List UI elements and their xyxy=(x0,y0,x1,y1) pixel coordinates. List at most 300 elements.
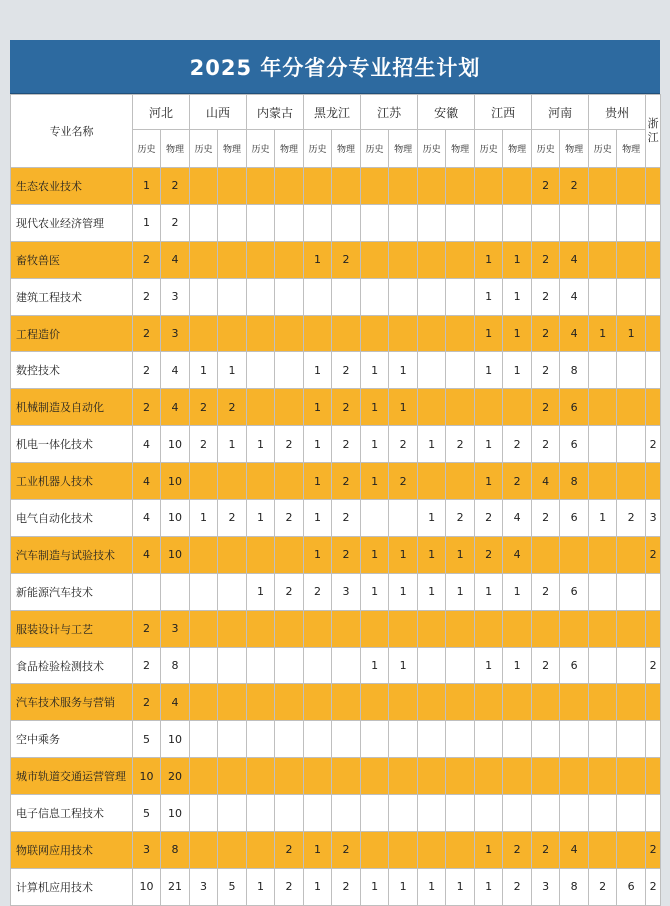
quota-cell: 6 xyxy=(560,389,589,426)
quota-cell xyxy=(589,832,617,869)
quota-cell xyxy=(560,610,589,647)
subheader-physics: 物理 xyxy=(389,130,418,168)
quota-cell: 1 xyxy=(389,868,418,905)
quota-cell xyxy=(418,315,446,352)
province-header-neimenggu: 内蒙古 xyxy=(247,95,304,130)
major-name-cell: 现代农业经济管理 xyxy=(11,204,133,241)
quota-cell: 2 xyxy=(646,832,661,869)
major-name-header: 专业名称 xyxy=(11,95,133,168)
quota-cell: 2 xyxy=(503,868,532,905)
quota-cell xyxy=(389,721,418,758)
subheader-history: 历史 xyxy=(133,130,161,168)
quota-cell xyxy=(190,536,218,573)
quota-cell xyxy=(418,647,446,684)
quota-cell xyxy=(247,204,275,241)
quota-cell: 1 xyxy=(475,315,503,352)
quota-cell xyxy=(446,610,475,647)
quota-cell xyxy=(389,795,418,832)
quota-cell xyxy=(560,204,589,241)
quota-cell: 2 xyxy=(532,832,560,869)
quota-cell: 1 xyxy=(418,573,446,610)
quota-cell xyxy=(617,536,646,573)
major-name-cell: 机电一体化技术 xyxy=(11,426,133,463)
table-row xyxy=(11,868,661,905)
quota-cell xyxy=(275,647,304,684)
quota-cell: 1 xyxy=(503,278,532,315)
table-row xyxy=(11,573,661,610)
quota-cell xyxy=(218,241,247,278)
quota-cell: 8 xyxy=(560,463,589,500)
quota-cell xyxy=(589,352,617,389)
major-name-cell: 汽车制造与试验技术 xyxy=(11,536,133,573)
quota-cell: 1 xyxy=(361,868,389,905)
quota-cell xyxy=(361,241,389,278)
quota-cell xyxy=(133,573,161,610)
quota-cell: 4 xyxy=(133,536,161,573)
table-row xyxy=(11,610,661,647)
quota-cell: 5 xyxy=(133,721,161,758)
quota-cell xyxy=(218,795,247,832)
quota-cell: 1 xyxy=(190,500,218,537)
subheader-history: 历史 xyxy=(361,130,389,168)
major-name-cell: 工业机器人技术 xyxy=(11,463,133,500)
table-row xyxy=(11,389,661,426)
quota-cell xyxy=(247,168,275,205)
quota-cell: 4 xyxy=(560,241,589,278)
quota-cell: 2 xyxy=(646,426,661,463)
quota-cell: 1 xyxy=(389,647,418,684)
quota-cell xyxy=(304,278,332,315)
quota-cell: 3 xyxy=(161,278,190,315)
quota-cell: 6 xyxy=(560,500,589,537)
quota-cell xyxy=(589,389,617,426)
quota-cell xyxy=(617,389,646,426)
quota-cell xyxy=(361,168,389,205)
quota-cell: 5 xyxy=(133,795,161,832)
quota-cell xyxy=(332,315,361,352)
quota-cell xyxy=(361,795,389,832)
quota-cell xyxy=(475,758,503,795)
major-name-cell: 新能源汽车技术 xyxy=(11,573,133,610)
subheader-history: 历史 xyxy=(475,130,503,168)
quota-cell xyxy=(218,684,247,721)
quota-cell xyxy=(190,168,218,205)
province-header-henan: 河南 xyxy=(532,95,589,130)
quota-cell xyxy=(589,426,617,463)
quota-cell: 1 xyxy=(475,573,503,610)
quota-cell: 2 xyxy=(133,241,161,278)
quota-cell: 5 xyxy=(218,868,247,905)
quota-cell: 2 xyxy=(332,389,361,426)
quota-cell xyxy=(247,352,275,389)
quota-cell xyxy=(532,204,560,241)
quota-cell xyxy=(275,684,304,721)
quota-cell: 2 xyxy=(332,241,361,278)
quota-cell: 2 xyxy=(332,426,361,463)
quota-cell xyxy=(218,573,247,610)
quota-cell xyxy=(617,352,646,389)
quota-cell xyxy=(304,315,332,352)
quota-cell xyxy=(503,389,532,426)
quota-cell: 1 xyxy=(304,868,332,905)
quota-cell xyxy=(503,795,532,832)
quota-cell: 1 xyxy=(190,352,218,389)
quota-cell xyxy=(532,610,560,647)
quota-cell xyxy=(190,647,218,684)
quota-cell xyxy=(646,684,661,721)
quota-cell: 2 xyxy=(275,426,304,463)
quota-cell xyxy=(247,241,275,278)
quota-cell xyxy=(218,647,247,684)
quota-cell: 4 xyxy=(503,500,532,537)
quota-cell xyxy=(332,278,361,315)
quota-cell: 1 xyxy=(617,315,646,352)
quota-cell: 4 xyxy=(133,426,161,463)
quota-cell xyxy=(446,832,475,869)
quota-cell: 2 xyxy=(532,389,560,426)
quota-cell: 2 xyxy=(133,684,161,721)
quota-cell: 2 xyxy=(332,868,361,905)
quota-cell xyxy=(446,204,475,241)
quota-cell xyxy=(617,278,646,315)
quota-cell: 8 xyxy=(161,647,190,684)
quota-cell xyxy=(218,536,247,573)
quota-cell xyxy=(304,684,332,721)
quota-cell xyxy=(589,463,617,500)
quota-cell xyxy=(361,832,389,869)
quota-cell xyxy=(418,352,446,389)
quota-cell xyxy=(475,795,503,832)
major-name-cell: 空中乘务 xyxy=(11,721,133,758)
quota-cell xyxy=(247,610,275,647)
quota-cell xyxy=(361,721,389,758)
quota-cell: 10 xyxy=(161,721,190,758)
major-name-cell: 汽车技术服务与营销 xyxy=(11,684,133,721)
quota-cell: 2 xyxy=(646,536,661,573)
quota-cell: 3 xyxy=(532,868,560,905)
quota-cell xyxy=(560,536,589,573)
quota-cell xyxy=(560,795,589,832)
quota-cell xyxy=(218,168,247,205)
table-row xyxy=(11,832,661,869)
quota-cell: 2 xyxy=(589,868,617,905)
quota-cell: 10 xyxy=(133,758,161,795)
quota-cell xyxy=(475,204,503,241)
quota-cell xyxy=(589,278,617,315)
quota-cell xyxy=(218,758,247,795)
quota-cell xyxy=(418,832,446,869)
quota-cell xyxy=(617,241,646,278)
quota-cell xyxy=(475,684,503,721)
quota-cell xyxy=(617,463,646,500)
quota-cell: 1 xyxy=(389,389,418,426)
table-row xyxy=(11,795,661,832)
quota-cell xyxy=(646,389,661,426)
quota-cell xyxy=(617,684,646,721)
table-row xyxy=(11,684,661,721)
quota-cell xyxy=(275,536,304,573)
quota-cell xyxy=(446,278,475,315)
quota-cell: 2 xyxy=(133,389,161,426)
quota-cell: 3 xyxy=(332,573,361,610)
quota-cell xyxy=(247,647,275,684)
quota-cell xyxy=(218,721,247,758)
quota-cell: 1 xyxy=(304,500,332,537)
quota-cell xyxy=(532,758,560,795)
subheader-history: 历史 xyxy=(532,130,560,168)
quota-cell: 2 xyxy=(218,389,247,426)
quota-cell: 1 xyxy=(133,204,161,241)
quota-cell xyxy=(190,610,218,647)
quota-cell xyxy=(475,610,503,647)
major-name-cell: 电气自动化技术 xyxy=(11,500,133,537)
quota-cell: 1 xyxy=(304,352,332,389)
quota-cell xyxy=(446,758,475,795)
quota-cell: 1 xyxy=(446,536,475,573)
quota-cell xyxy=(589,684,617,721)
quota-cell: 2 xyxy=(532,426,560,463)
quota-cell: 2 xyxy=(218,500,247,537)
quota-cell xyxy=(418,721,446,758)
quota-cell xyxy=(418,684,446,721)
major-name-cell: 生态农业技术 xyxy=(11,168,133,205)
quota-cell xyxy=(218,278,247,315)
major-name-cell: 食品检验检测技术 xyxy=(11,647,133,684)
subheader-physics: 物理 xyxy=(332,130,361,168)
quota-cell xyxy=(247,758,275,795)
quota-cell xyxy=(389,832,418,869)
quota-cell xyxy=(389,684,418,721)
quota-cell: 2 xyxy=(275,868,304,905)
quota-cell xyxy=(161,573,190,610)
quota-cell xyxy=(475,168,503,205)
quota-cell: 2 xyxy=(133,610,161,647)
quota-cell: 4 xyxy=(133,463,161,500)
quota-cell xyxy=(361,610,389,647)
quota-cell xyxy=(589,204,617,241)
quota-cell xyxy=(218,463,247,500)
quota-cell xyxy=(275,168,304,205)
quota-cell xyxy=(190,684,218,721)
quota-cell: 1 xyxy=(418,536,446,573)
quota-cell: 2 xyxy=(503,463,532,500)
quota-cell: 1 xyxy=(475,868,503,905)
quota-cell: 10 xyxy=(133,868,161,905)
quota-cell: 3 xyxy=(646,500,661,537)
quota-cell: 2 xyxy=(332,536,361,573)
quota-cell: 4 xyxy=(161,684,190,721)
quota-cell: 1 xyxy=(475,463,503,500)
quota-cell: 20 xyxy=(161,758,190,795)
quota-cell xyxy=(589,168,617,205)
quota-cell xyxy=(190,204,218,241)
quota-cell xyxy=(332,204,361,241)
quota-cell xyxy=(646,610,661,647)
quota-cell: 2 xyxy=(332,463,361,500)
quota-cell xyxy=(389,315,418,352)
quota-cell xyxy=(418,204,446,241)
quota-cell: 2 xyxy=(532,278,560,315)
quota-cell: 1 xyxy=(304,832,332,869)
quota-cell xyxy=(617,204,646,241)
quota-cell xyxy=(503,684,532,721)
subheader-physics: 物理 xyxy=(560,130,589,168)
quota-cell: 1 xyxy=(418,500,446,537)
quota-cell xyxy=(589,536,617,573)
quota-cell: 1 xyxy=(304,426,332,463)
quota-cell xyxy=(304,204,332,241)
quota-cell: 2 xyxy=(532,500,560,537)
quota-cell: 1 xyxy=(361,647,389,684)
table-row xyxy=(11,204,661,241)
quota-cell xyxy=(389,168,418,205)
quota-cell xyxy=(247,463,275,500)
quota-cell xyxy=(646,463,661,500)
quota-cell xyxy=(418,610,446,647)
quota-cell xyxy=(218,315,247,352)
quota-cell: 2 xyxy=(532,647,560,684)
quota-cell xyxy=(617,647,646,684)
quota-cell: 2 xyxy=(646,868,661,905)
quota-cell xyxy=(247,684,275,721)
quota-cell: 2 xyxy=(389,463,418,500)
quota-cell xyxy=(275,278,304,315)
quota-cell xyxy=(275,610,304,647)
quota-cell xyxy=(332,168,361,205)
quota-cell: 1 xyxy=(503,647,532,684)
quota-cell xyxy=(503,758,532,795)
quota-cell xyxy=(560,758,589,795)
quota-cell xyxy=(646,315,661,352)
quota-cell: 1 xyxy=(418,426,446,463)
quota-cell: 4 xyxy=(133,500,161,537)
quota-cell: 10 xyxy=(161,536,190,573)
quota-cell xyxy=(361,684,389,721)
quota-cell xyxy=(560,721,589,758)
quota-cell: 1 xyxy=(304,241,332,278)
quota-cell xyxy=(446,463,475,500)
quota-cell xyxy=(418,241,446,278)
quota-cell: 1 xyxy=(475,278,503,315)
quota-cell xyxy=(446,315,475,352)
quota-cell: 1 xyxy=(304,536,332,573)
major-name-cell: 数控技术 xyxy=(11,352,133,389)
quota-cell xyxy=(275,315,304,352)
major-name-cell: 电子信息工程技术 xyxy=(11,795,133,832)
quota-cell xyxy=(332,610,361,647)
quota-cell: 1 xyxy=(361,463,389,500)
quota-cell xyxy=(475,721,503,758)
quota-cell xyxy=(418,795,446,832)
quota-cell xyxy=(247,832,275,869)
quota-cell: 6 xyxy=(560,426,589,463)
subheader-history: 历史 xyxy=(247,130,275,168)
quota-cell: 6 xyxy=(617,868,646,905)
quota-cell xyxy=(332,684,361,721)
quota-cell xyxy=(361,204,389,241)
quota-cell xyxy=(332,795,361,832)
quota-cell: 1 xyxy=(304,389,332,426)
quota-cell xyxy=(617,795,646,832)
quota-cell xyxy=(617,573,646,610)
quota-cell: 6 xyxy=(560,573,589,610)
quota-cell: 2 xyxy=(617,500,646,537)
quota-cell: 2 xyxy=(133,315,161,352)
quota-cell xyxy=(418,758,446,795)
table-row xyxy=(11,500,661,537)
quota-cell xyxy=(532,536,560,573)
quota-cell: 1 xyxy=(247,573,275,610)
quota-cell: 3 xyxy=(161,610,190,647)
quota-cell: 4 xyxy=(161,241,190,278)
quota-cell xyxy=(304,610,332,647)
quota-cell xyxy=(361,315,389,352)
subheader-physics: 物理 xyxy=(446,130,475,168)
quota-cell: 2 xyxy=(475,536,503,573)
quota-cell: 1 xyxy=(133,168,161,205)
quota-cell xyxy=(646,278,661,315)
quota-cell xyxy=(532,684,560,721)
major-name-cell: 机械制造及自动化 xyxy=(11,389,133,426)
quota-cell: 21 xyxy=(161,868,190,905)
quota-cell: 2 xyxy=(133,647,161,684)
quota-cell xyxy=(646,204,661,241)
quota-cell xyxy=(361,758,389,795)
quota-cell: 2 xyxy=(532,352,560,389)
quota-cell: 1 xyxy=(389,536,418,573)
province-header-shanxi: 山西 xyxy=(190,95,247,130)
major-name-cell: 工程造价 xyxy=(11,315,133,352)
quota-cell xyxy=(617,832,646,869)
province-header-guizhou: 贵州 xyxy=(589,95,646,130)
quota-cell: 1 xyxy=(475,832,503,869)
quota-cell xyxy=(247,536,275,573)
quota-cell: 1 xyxy=(589,315,617,352)
quota-cell: 1 xyxy=(247,500,275,537)
quota-cell: 4 xyxy=(560,315,589,352)
major-name-cell: 计算机应用技术 xyxy=(11,868,133,905)
quota-cell xyxy=(446,795,475,832)
quota-cell xyxy=(275,795,304,832)
quota-cell xyxy=(304,758,332,795)
quota-cell xyxy=(190,832,218,869)
table-row xyxy=(11,241,661,278)
quota-cell xyxy=(389,278,418,315)
quota-cell xyxy=(218,204,247,241)
quota-cell xyxy=(646,241,661,278)
quota-cell xyxy=(589,795,617,832)
quota-cell xyxy=(503,610,532,647)
quota-cell: 2 xyxy=(332,352,361,389)
quota-cell: 6 xyxy=(560,647,589,684)
quota-cell xyxy=(304,795,332,832)
quota-cell: 10 xyxy=(161,426,190,463)
quota-cell: 3 xyxy=(190,868,218,905)
table-row xyxy=(11,278,661,315)
major-name-cell: 建筑工程技术 xyxy=(11,278,133,315)
subheader-physics: 物理 xyxy=(275,130,304,168)
quota-cell xyxy=(646,352,661,389)
quota-cell: 2 xyxy=(332,832,361,869)
quota-cell xyxy=(617,610,646,647)
quota-cell xyxy=(617,426,646,463)
quota-cell xyxy=(190,278,218,315)
quota-cell: 1 xyxy=(589,500,617,537)
quota-cell xyxy=(589,647,617,684)
quota-cell xyxy=(190,241,218,278)
quota-cell xyxy=(389,610,418,647)
quota-cell: 1 xyxy=(304,463,332,500)
